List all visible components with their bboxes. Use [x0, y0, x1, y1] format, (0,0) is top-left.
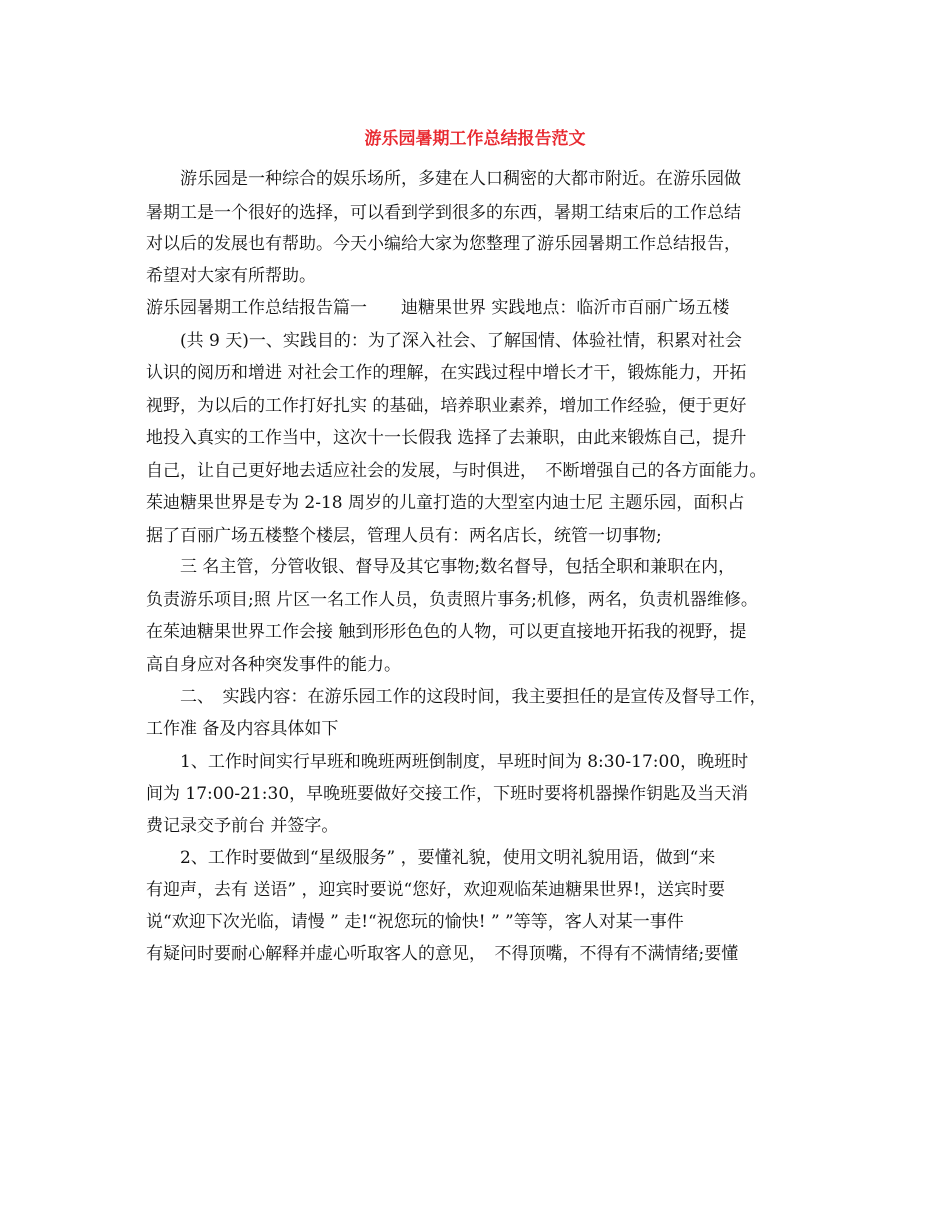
paragraph-line: 地投入真实的工作当中，这次十一长假我 选择了去兼职，由此来锻炼自己，提升	[146, 428, 747, 448]
paragraph-line: 游乐园是一种综合的娱乐场所，多建在人口稠密的大都市附近。在游乐园做	[180, 169, 741, 189]
paragraph-line: 工作准 备及内容具体如下	[146, 719, 339, 739]
paragraph-line: 暑期工是一个很好的选择，可以看到学到很多的东西，暑期工结束后的工作总结	[146, 203, 741, 223]
paragraph-line: 二、 实践内容：在游乐园工作的这段时间，我主要担任的是宣传及督导工作，	[180, 687, 767, 707]
paragraph-line: 间为 17:00-21:30，早晚班要做好交接工作，下班时要将机器操作钥匙及当天消	[146, 784, 749, 804]
paragraph-line: 据了百丽广场五楼整个楼层，管理人员有：两名店长，统管一切事物;	[146, 526, 662, 546]
document-title: 游乐园暑期工作总结报告范文	[364, 129, 586, 149]
paragraph-line: 高自身应对各种突发事件的能力。	[146, 655, 401, 675]
paragraph-line: 有迎声，去有 送语” ，迎宾时要说“您好，欢迎观临茱迪糖果世界!，送宾时要	[146, 880, 726, 900]
paragraph-line: 2、工作时要做到“星级服务” ，要懂礼貌，使用文明礼貌用语，做到“来	[180, 848, 716, 868]
paragraph-line: 自己，让自己更好地去适应社会的发展，与时俱进， 不断增强自己的各方面能力。	[146, 461, 767, 481]
paragraph-line: (共 9 天)一、实践目的：为了深入社会、了解国情、体验社情，积累对社会	[180, 331, 742, 351]
paragraph-line: 认识的阅历和增进 对社会工作的理解，在实践过程中增长才干，锻炼能力，开拓	[146, 363, 747, 383]
paragraph-line: 希望对大家有所帮助。	[146, 266, 316, 286]
paragraph-line: 在茱迪糖果世界工作会接 触到形形色色的人物，可以更直接地开拓我的视野，提	[146, 622, 747, 642]
paragraph-line: 说“欢迎下次光临，请慢 ” 走!“祝您玩的愉快! ” ”等等，客人对某一事件	[146, 912, 684, 932]
paragraph-line: 三 名主管，分管收银、督导及其它事物;数名督导，包括全职和兼职在内，	[180, 557, 736, 577]
paragraph-line: 视野，为以后的工作打好扎实 的基础，培养职业素养，增加工作经验，便于更好	[146, 396, 747, 416]
paragraph-line: 游乐园暑期工作总结报告篇一 迪糖果世界 实践地点：临沂市百丽广场五楼	[146, 298, 730, 318]
paragraph-line: 1、工作时间实行早班和晚班两班倒制度，早班时间为 8:30-17:00，晚班时	[180, 752, 749, 772]
paragraph-line: 费记录交予前台 并签字。	[146, 816, 339, 836]
paragraph-line: 负责游乐项目;照 片区一名工作人员，负责照片事务;机修，两名，负责机器维修。	[146, 590, 758, 610]
paragraph-line: 茱迪糖果世界是专为 2-18 周岁的儿童打造的大型室内迪士尼 主题乐园，面积占	[146, 493, 745, 513]
paragraph-line: 对以后的发展也有帮助。今天小编给大家为您整理了游乐园暑期工作总结报告，	[146, 234, 741, 254]
paragraph-line: 有疑问时要耐心解释并虚心听取客人的意见， 不得顶嘴，不得有不满情绪;要懂	[146, 944, 739, 964]
